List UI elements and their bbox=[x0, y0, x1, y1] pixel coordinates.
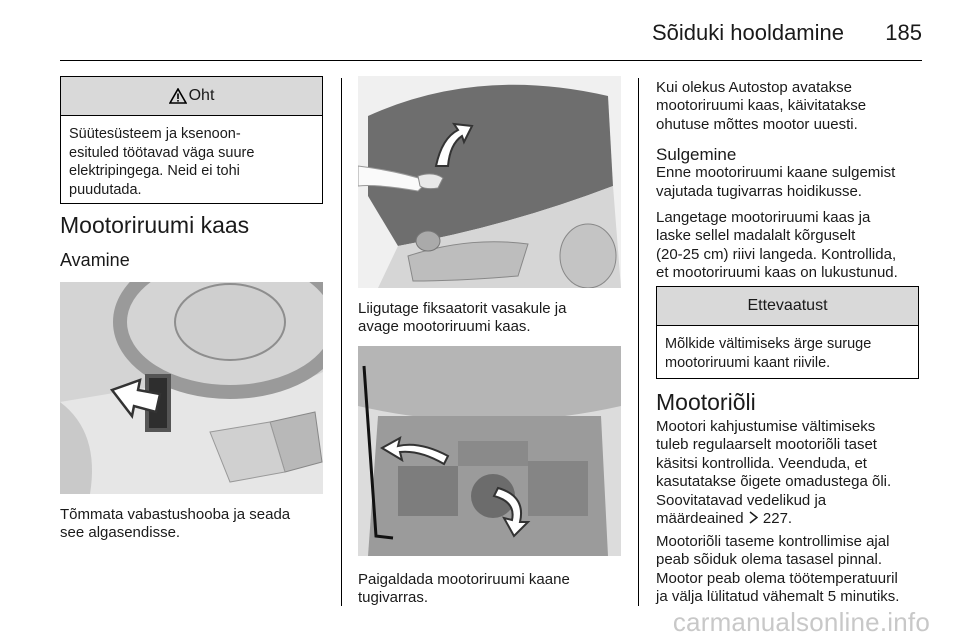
danger-box bbox=[60, 76, 323, 204]
closing-section bbox=[656, 146, 895, 201]
page-header bbox=[60, 14, 922, 58]
caution-box-header bbox=[657, 287, 918, 326]
autostop-paragraph bbox=[656, 79, 866, 134]
caution-box-text bbox=[657, 326, 918, 381]
text-line: tuleb regulaarselt mootoriõli taset bbox=[656, 436, 877, 454]
text-line: Mootor peab olema töötemperatuuril bbox=[656, 569, 898, 587]
section-title-hood: Mootoriruumi kaas bbox=[60, 212, 250, 238]
text-line: see algasendisse. bbox=[60, 524, 181, 542]
text-line: Paigaldada mootoriruumi kaane bbox=[358, 571, 570, 588]
text-line: esituled töötavad väga suure bbox=[69, 144, 255, 161]
warning-triangle-icon bbox=[169, 88, 187, 104]
figure-support-rod bbox=[358, 346, 621, 556]
text-line: ja välja lülitatud vähemalt 5 minutiks. bbox=[656, 588, 900, 606]
caption-hood-latch bbox=[358, 300, 566, 337]
text-line bbox=[656, 510, 891, 528]
text-line: kasutatakse õigete omadustega õli. bbox=[656, 473, 892, 491]
subsection-title-opening: Avamine bbox=[60, 250, 130, 270]
page-reference-link[interactable]: 227. bbox=[762, 510, 793, 528]
text-line: et mootoriruumi kaas on lukustunud. bbox=[656, 264, 898, 282]
text-line: puudutada. bbox=[69, 181, 142, 198]
text-line: Tõmmata vabastushooba ja seada bbox=[60, 506, 291, 523]
text-line: Enne mootoriruumi kaane sulgemist bbox=[656, 164, 896, 182]
text-line: vajutada tugivarras hoidikusse. bbox=[656, 182, 862, 200]
figure-hood-latch bbox=[358, 76, 621, 288]
header-rule bbox=[60, 60, 922, 61]
danger-box-title: Oht bbox=[188, 87, 215, 104]
closing-title: Sulgemine bbox=[656, 145, 737, 164]
text-line: ohutuse mõttes mootor uuesti. bbox=[656, 115, 858, 133]
caution-box-title: Ettevaatust bbox=[747, 297, 828, 314]
caution-box bbox=[656, 286, 919, 379]
watermark: carmanualsonline.info bbox=[672, 607, 930, 637]
column-divider-1 bbox=[341, 78, 342, 606]
text-segment: määrdeained bbox=[656, 510, 744, 528]
text-line: Soovitatavad vedelikud ja bbox=[656, 491, 827, 509]
text-line: Liigutage fiksaatorit vasakule ja bbox=[358, 300, 567, 317]
oil-paragraph bbox=[656, 418, 891, 528]
caption-release-lever bbox=[60, 506, 290, 543]
lowering-paragraph bbox=[656, 209, 898, 283]
text-line: Kui olekus Autostop avatakse bbox=[656, 79, 852, 96]
page-reference-icon[interactable] bbox=[749, 511, 758, 524]
danger-box-header bbox=[61, 77, 322, 116]
danger-box-text bbox=[61, 116, 322, 208]
column-divider-2 bbox=[638, 78, 639, 606]
section-title-engine-oil: Mootoriõli bbox=[656, 389, 756, 415]
text-line: tugivarras. bbox=[358, 589, 429, 607]
text-line: (20-25 cm) riivi langeda. Kontrollida, bbox=[656, 245, 897, 263]
text-line: Mootori kahjustumise vältimiseks bbox=[656, 418, 876, 435]
page-number: 185 bbox=[885, 20, 922, 45]
text-line: käsitsi kontrollida. Veenduda, et bbox=[656, 454, 867, 472]
text-line: mootoriruumi kaas, käivitatakse bbox=[656, 97, 867, 115]
text-line: mootoriruumi kaant riivile. bbox=[665, 354, 831, 371]
figure-release-lever bbox=[60, 282, 323, 494]
text-line: elektripingega. Neid ei tohi bbox=[69, 163, 240, 179]
caption-support-rod bbox=[358, 571, 570, 608]
text-line: Mootoriõli taseme kontrollimise ajal bbox=[656, 533, 890, 550]
text-line: laske sellel madalalt kõrguselt bbox=[656, 227, 856, 245]
text-line: Langetage mootoriruumi kaas ja bbox=[656, 209, 871, 226]
text-line: peab sõiduk olema tasasel pinnal. bbox=[656, 551, 882, 569]
text-line: Süütesüsteem ja ksenoon- bbox=[69, 126, 241, 142]
text-line: Mõlkide vältimiseks ärge suruge bbox=[665, 336, 872, 352]
text-line: avage mootoriruumi kaas. bbox=[358, 318, 531, 336]
header-title: Sõiduki hooldamine bbox=[651, 20, 844, 45]
oil-check-paragraph bbox=[656, 533, 899, 607]
